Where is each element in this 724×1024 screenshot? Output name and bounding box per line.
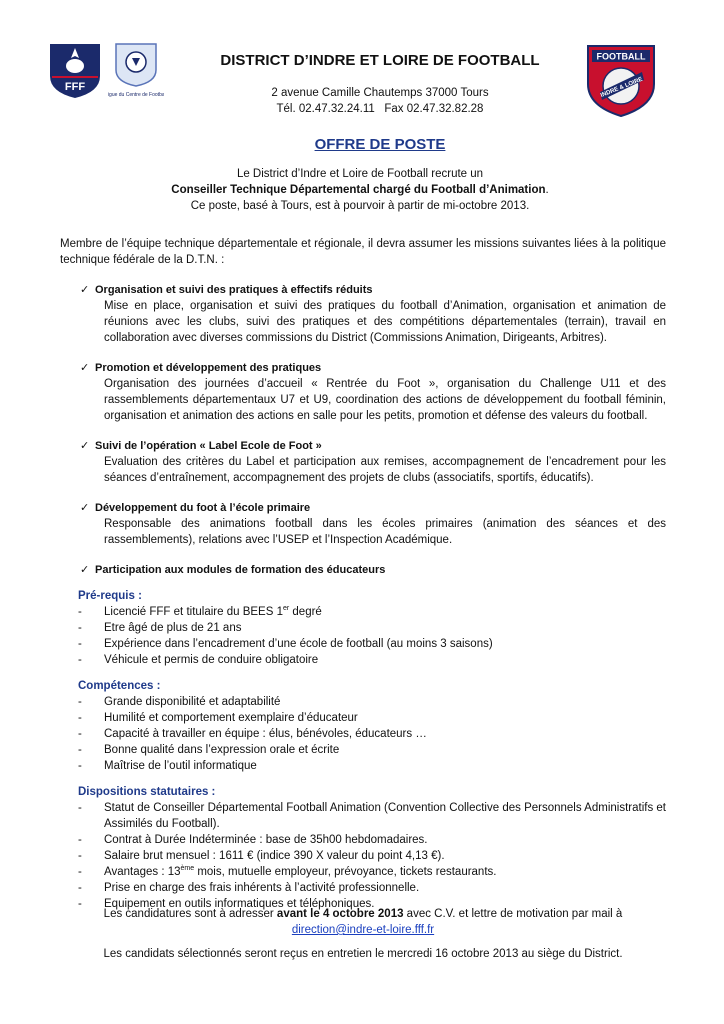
mission-body: Organisation des journées d’accueil « Rentrée du Foot », organisation du Challenge U11 et des rassemblements départementaux U7 et U9, coordination des actions de développement du football féminin, organisation et animation des actions en salle pour les petits, promotion et défense des valeurs du football. <box>104 378 666 422</box>
mission-title: Participation aux modules de formation des éducateurs <box>95 564 386 576</box>
job-title: Conseiller Technique Départemental chargé du Football d’Animation <box>171 184 546 196</box>
list-item: - Etre âgé de plus de 21 ans <box>78 622 242 634</box>
phone-fax: Tél. 02.47.32.24.11 Fax 02.47.32.82.28 <box>276 103 484 115</box>
list-item: - Maîtrise de l’outil informatique <box>78 760 257 772</box>
fff-logo-text: FFF <box>64 81 86 93</box>
mission-item <box>60 500 666 548</box>
intro-line-2: Conseiller Technique Départemental chargé du Football d’Animation. <box>171 184 549 196</box>
list-item: - Contrat à Durée Indéterminée : base de 35h00 hebdomadaires. <box>78 834 428 846</box>
ligue-logo-text: Ligue du Centre de Football <box>108 92 164 98</box>
list-item: - Equipement en outils informatiques et téléphoniques. <box>78 898 375 910</box>
footer <box>60 906 666 962</box>
check-icon: ✓ <box>80 502 90 514</box>
list-item: - Véhicule et permis de conduire obligatoire <box>78 654 319 666</box>
content <box>60 236 666 912</box>
check-icon: ✓ <box>80 284 90 296</box>
list-item: - Statut de Conseiller Départemental Football Animation (Convention Collective des Personnels Administratifs et Assimilés du Football). <box>78 802 666 830</box>
list-item: - Capacité à travailler en équipe : élus, bénévoles, éducateurs … <box>78 728 427 740</box>
mission-title: Développement du foot à l’école primaire <box>95 502 311 514</box>
list-item: - Licencié FFF et titulaire du BEES 1er degré <box>78 605 322 618</box>
mission-item <box>60 562 666 578</box>
list-item: - Salaire brut mensuel : 1611 € (indice 390 X valeur du point 4,13 €). <box>78 850 445 862</box>
list-item: - Expérience dans l’encadrement d’une école de football (au moins 3 saisons) <box>78 638 493 650</box>
list-item: - Humilité et comportement exemplaire d’éducateur <box>78 712 358 724</box>
district-title: DISTRICT D’INDRE ET LOIRE DE FOOTBALL <box>220 52 540 69</box>
prerequis-list <box>60 604 666 668</box>
district-logo-band-text: INDRE & LOIRE <box>599 76 644 100</box>
lead-paragraph: Membre de l’équipe technique départementale et régionale, il devra assumer les missions suivantes liées à la politique technique fédérale de la D.T.N. : <box>60 238 666 266</box>
fff-logo <box>46 40 104 100</box>
list-item: - Grande disponibilité et adaptabilité <box>78 696 281 708</box>
check-icon: ✓ <box>80 440 90 452</box>
intro-line-1: Le District d’Indre et Loire de Football recrute un <box>236 168 484 180</box>
check-icon: ✓ <box>80 362 90 374</box>
mission-title: Organisation et suivi des pratiques à effectifs réduits <box>95 284 373 296</box>
competences-list <box>60 694 666 774</box>
address: 2 avenue Camille Chautemps 37000 Tours <box>271 87 489 99</box>
check-icon: ✓ <box>80 564 90 576</box>
offer-title: OFFRE DE POSTE <box>314 136 446 153</box>
dispositions-title: Dispositions statutaires : <box>78 786 216 798</box>
district-logo-top-text: FOOTBALL <box>596 51 646 62</box>
interview-note: Les candidats sélectionnés seront reçus en entretien le mercredi 16 octobre 2013 au siège du District. <box>103 948 623 960</box>
mission-item <box>60 360 666 424</box>
mission-item <box>60 438 666 486</box>
ligue-logo <box>108 40 164 104</box>
intro-line-3: Ce poste, basé à Tours, est à pourvoir à partir de mi-octobre 2013. <box>190 200 530 212</box>
dispositions-list <box>60 800 666 912</box>
mission-body: Evaluation des critères du Label et participation aux remises, accompagnement de l’encadrement pour les séances d’entraînement, accompagnement des projets de clubs (associatifs, sportifs, éducatifs). <box>104 456 666 484</box>
list-item: - Prise en charge des frais inhérents à l’activité professionnelle. <box>78 882 420 894</box>
list-item: - Avantages : 13ème mois, mutuelle employeur, prévoyance, tickets restaurants. <box>78 865 497 878</box>
mission-body: Mise en place, organisation et suivi des pratiques du football d’Animation, organisation et animation de réunions avec les clubs, suivi des pratiques et des compétitions départementales (terrain), travail en collaboration avec diverses commissions du District (Commissions Animation, Dirigeants, Arbitres). <box>104 300 666 344</box>
application-instructions: Les candidatures sont à adresser avant le 4 octobre 2013 avec C.V. et lettre de motivation par mail à <box>103 908 623 920</box>
email-link[interactable]: direction@indre-et-loire.fff.fr <box>291 924 435 936</box>
list-item: - Bonne qualité dans l’expression orale et écrite <box>78 744 340 756</box>
mission-body: Responsable des animations football dans les écoles primaires (animation des séances et des rassemblements), relations avec l’USEP et l’Inspection Académique. <box>104 518 666 546</box>
competences-title: Compétences : <box>78 680 161 692</box>
header <box>180 52 580 117</box>
application-deadline: avant le 4 octobre 2013 <box>276 908 404 920</box>
intro <box>80 166 640 214</box>
mission-item <box>60 282 666 346</box>
mission-title: Suivi de l’opération « Label Ecole de Foot » <box>95 440 322 452</box>
mission-title: Promotion et développement des pratiques <box>95 362 322 374</box>
prerequis-title: Pré-requis : <box>78 590 142 602</box>
district-logo <box>582 42 660 118</box>
